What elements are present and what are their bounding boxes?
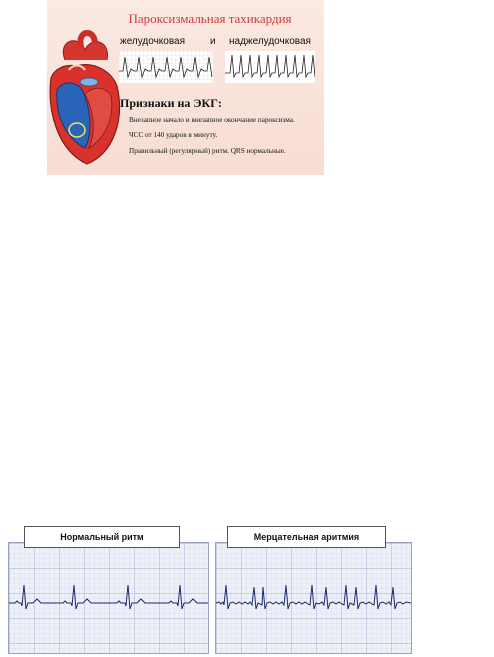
ecg-panel-afib (215, 542, 412, 654)
ecg-signs-heading: Признаки на ЭКГ: (120, 96, 222, 110)
sign-item: Правильный (регулярный) ритм. QRS нормальные. (129, 147, 286, 155)
figure-title: Пароксизмальная тахикардия (128, 11, 292, 26)
tachycardia-illustration (47, 0, 324, 175)
label-supraventricular: наджелудочковая (229, 36, 311, 47)
ecg-atrial-fibrillation (216, 543, 411, 653)
ecg-supraventricular (225, 51, 315, 83)
label-atrial-fibrillation: Мерцательная аритмия (227, 526, 386, 548)
heart-illustration (47, 30, 127, 170)
label-ventricular: желудочковая (120, 36, 186, 47)
ecg-ventricular (119, 51, 213, 83)
label-and: и (210, 36, 216, 47)
ecg-normal-rhythm (9, 543, 208, 653)
label-normal-rhythm: Нормальный ритм (24, 526, 180, 548)
sign-item: Внезапное начало и внезапное окончание пароксизма. (129, 116, 295, 124)
ecg-panel-normal (8, 542, 209, 654)
sign-item: ЧСС от 140 ударов в минуту. (129, 131, 218, 139)
